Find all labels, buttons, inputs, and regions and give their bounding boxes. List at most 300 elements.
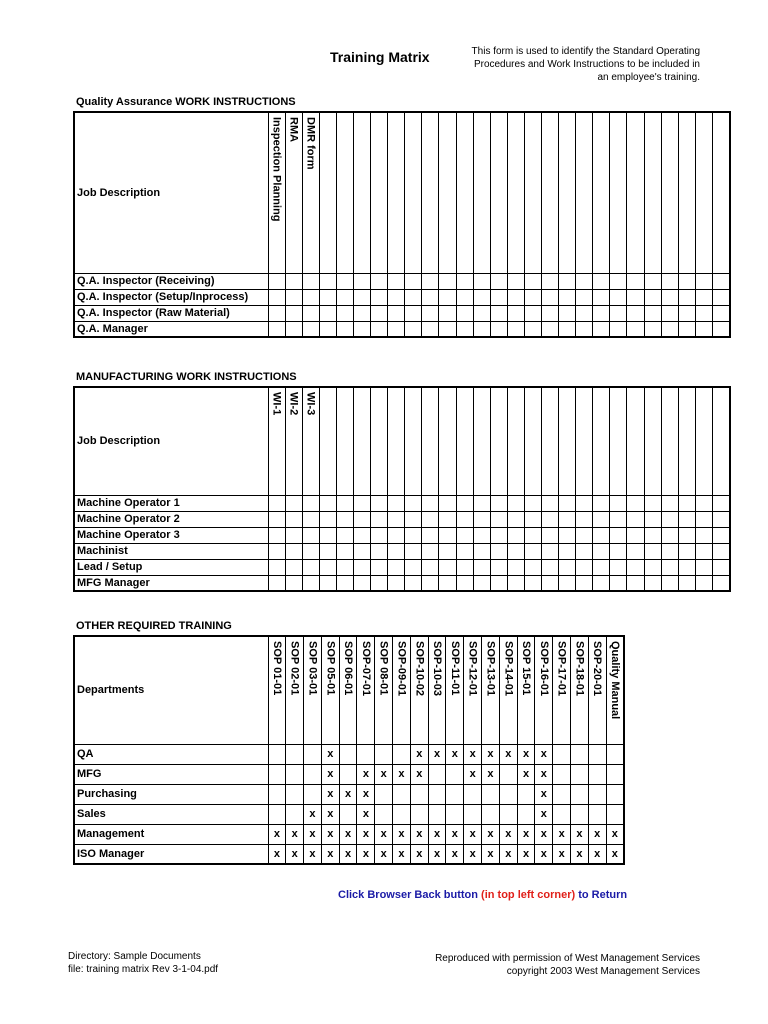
qa-column-header [524,112,541,273]
other-cell [482,804,500,824]
mfg-cell [661,575,678,591]
mfg-cell [405,495,422,511]
other-cell: x [517,844,535,864]
mfg-cell [422,559,439,575]
qa-cell [593,273,610,289]
qa-cell [353,305,370,321]
qa-row-label: Q.A. Manager [74,321,268,337]
other-cell [375,744,393,764]
qa-cell [473,305,490,321]
qa-column-header [661,112,678,273]
mfg-cell [422,527,439,543]
other-column-header [286,636,304,744]
qa-cell [576,289,593,305]
qa-cell [285,273,302,289]
qa-cell [336,273,353,289]
mfg-cell [456,575,473,591]
qa-column-header [422,112,439,273]
mfg-row-label: Machinist [74,543,268,559]
mfg-cell [490,559,507,575]
page-title: Training Matrix [330,49,430,65]
qa-cell [388,273,405,289]
other-cell: x [304,824,322,844]
qa-cell [695,289,712,305]
qa-column-header [593,112,610,273]
mfg-row-label: MFG Manager [74,575,268,591]
other-column-header [428,636,446,744]
other-column-header [517,636,535,744]
mfg-section-title: MANUFACTURING WORK INSTRUCTIONS [76,371,297,383]
mfg-cell [371,495,388,511]
mfg-cell [576,559,593,575]
qa-row-label: Q.A. Inspector (Receiving) [74,273,268,289]
other-cell: x [375,824,393,844]
mfg-cell [644,559,661,575]
other-cell: x [321,764,339,784]
mfg-column-header [661,387,678,495]
mfg-row [74,559,730,575]
mfg-cell [661,527,678,543]
other-cell [446,764,464,784]
qa-row-label: Q.A. Inspector (Setup/Inprocess) [74,289,268,305]
mfg-cell [319,495,336,511]
mfg-column-header [268,387,285,495]
qa-cell [542,321,559,337]
mfg-cell [336,511,353,527]
qa-cell [439,305,456,321]
other-cell [588,784,606,804]
other-column-header [553,636,571,744]
other-cell: x [410,824,428,844]
qa-cell [661,273,678,289]
other-column-label: SOP 03-01 [306,641,319,696]
mfg-cell [542,543,559,559]
mfg-cell [268,527,285,543]
mfg-cell [439,543,456,559]
mfg-cell [559,495,576,511]
other-column-header [304,636,322,744]
qa-cell [627,273,644,289]
qa-column-header [302,112,319,273]
other-matrix [73,635,625,865]
qa-column-header [388,112,405,273]
other-cell [339,804,357,824]
other-row-label: ISO Manager [74,844,268,864]
other-cell [428,784,446,804]
mfg-cell [593,527,610,543]
qa-header-label: Job Description [74,112,268,273]
mfg-cell [302,495,319,511]
other-cell: x [357,824,375,844]
mfg-cell [661,495,678,511]
mfg-cell [644,495,661,511]
qa-cell [644,273,661,289]
other-cell [588,744,606,764]
qa-cell [353,289,370,305]
qa-section-title: Quality Assurance WORK INSTRUCTIONS [76,96,296,108]
mfg-cell [507,559,524,575]
qa-cell [610,273,627,289]
mfg-cell [439,527,456,543]
mfg-column-header [576,387,593,495]
mfg-cell [712,511,729,527]
mfg-cell [473,495,490,511]
mfg-column-header [353,387,370,495]
other-cell [446,784,464,804]
mfg-cell [593,495,610,511]
mfg-cell [507,495,524,511]
footer-right [420,952,700,978]
mfg-cell [439,575,456,591]
other-column-header [375,636,393,744]
mfg-cell [371,575,388,591]
mfg-cell [302,575,319,591]
other-cell: x [482,764,500,784]
other-cell [553,764,571,784]
qa-cell [559,289,576,305]
qa-cell [627,289,644,305]
qa-cell [576,273,593,289]
other-cell: x [339,844,357,864]
other-cell: x [321,824,339,844]
qa-row [74,273,730,289]
other-cell: x [606,844,624,864]
qa-column-header [439,112,456,273]
mfg-cell [439,495,456,511]
mfg-cell [319,543,336,559]
other-cell: x [375,844,393,864]
mfg-column-header [593,387,610,495]
mfg-cell [559,527,576,543]
mfg-cell [559,575,576,591]
mfg-column-header [695,387,712,495]
mfg-cell [353,575,370,591]
mfg-cell [507,527,524,543]
other-cell [499,784,517,804]
qa-cell [371,305,388,321]
other-column-label: SOP-09-01 [395,641,408,697]
other-cell: x [446,824,464,844]
mfg-cell [268,559,285,575]
qa-cell [661,321,678,337]
note-line: This form is used to identify the Standard Operating [471,46,700,57]
mfg-column-header [405,387,422,495]
other-cell: x [588,824,606,844]
qa-cell [473,273,490,289]
mfg-cell [285,511,302,527]
other-row [74,844,624,864]
other-row [74,784,624,804]
mfg-row [74,543,730,559]
other-cell [588,764,606,784]
qa-cell [524,273,541,289]
qa-cell [319,321,336,337]
mfg-cell [388,527,405,543]
other-cell: x [375,764,393,784]
qa-column-header [336,112,353,273]
qa-row-label: Q.A. Inspector (Raw Material) [74,305,268,321]
qa-cell [678,273,695,289]
mfg-cell [712,527,729,543]
mfg-column-header [336,387,353,495]
qa-column-header [507,112,524,273]
other-cell: x [499,844,517,864]
other-cell [304,764,322,784]
mfg-cell [678,495,695,511]
mfg-cell [610,495,627,511]
mfg-cell [405,511,422,527]
qa-cell [490,321,507,337]
other-column-label: SOP-18-01 [573,641,586,697]
qa-cell [695,305,712,321]
other-column-header [339,636,357,744]
mfg-column-label: WI-1 [270,392,283,416]
qa-cell [456,321,473,337]
mfg-header-label: Job Description [74,387,268,495]
other-cell [464,784,482,804]
mfg-column-header [678,387,695,495]
other-column-label: SOP 05-01 [324,641,337,696]
mfg-cell [319,511,336,527]
other-cell: x [428,744,446,764]
other-column-header [393,636,411,744]
mfg-cell [661,559,678,575]
mfg-cell [336,543,353,559]
other-cell [499,804,517,824]
other-cell: x [268,844,286,864]
other-cell: x [286,824,304,844]
qa-cell [507,305,524,321]
mfg-column-header [524,387,541,495]
other-column-label: SOP 01-01 [270,641,283,696]
form-note [440,45,700,84]
mfg-cell [439,511,456,527]
mfg-cell [353,527,370,543]
mfg-cell [559,511,576,527]
qa-cell [661,289,678,305]
mfg-cell [285,575,302,591]
qa-column-header [695,112,712,273]
mfg-cell [678,543,695,559]
qa-cell [593,305,610,321]
other-cell: x [357,844,375,864]
qa-column-header [610,112,627,273]
mfg-cell [302,511,319,527]
mfg-cell [439,559,456,575]
qa-column-header [371,112,388,273]
other-section-title: OTHER REQUIRED TRAINING [76,620,232,632]
mfg-cell [627,511,644,527]
other-column-label: SOP-07-01 [359,641,372,697]
mfg-cell [353,511,370,527]
other-cell: x [482,824,500,844]
mfg-cell [456,495,473,511]
back-text-1: Click Browser Back button [338,889,482,901]
qa-cell [371,289,388,305]
qa-cell [302,321,319,337]
other-cell [375,784,393,804]
other-cell [553,744,571,764]
qa-cell [610,289,627,305]
mfg-cell [576,575,593,591]
other-row-label: Purchasing [74,784,268,804]
mfg-cell [524,495,541,511]
qa-cell [542,273,559,289]
mfg-cell [388,575,405,591]
mfg-cell [576,511,593,527]
mfg-cell [371,527,388,543]
mfg-cell [542,527,559,543]
qa-cell [559,273,576,289]
qa-cell [559,305,576,321]
mfg-cell [524,543,541,559]
other-row [74,764,624,784]
mfg-cell [627,575,644,591]
other-cell: x [535,844,553,864]
mfg-cell [542,495,559,511]
qa-cell [593,321,610,337]
mfg-column-header [542,387,559,495]
other-cell: x [482,744,500,764]
qa-cell [661,305,678,321]
qa-cell [678,305,695,321]
other-cell: x [464,744,482,764]
footer-directory: Directory: Sample Documents [68,951,201,962]
other-cell: x [410,844,428,864]
other-column-header [321,636,339,744]
mfg-cell [422,543,439,559]
mfg-cell [319,527,336,543]
mfg-column-header [319,387,336,495]
qa-cell [542,305,559,321]
mfg-cell [678,559,695,575]
mfg-cell [542,575,559,591]
other-column-label: SOP-20-01 [591,641,604,697]
qa-row [74,321,730,337]
mfg-cell [576,495,593,511]
qa-cell [439,289,456,305]
qa-column-header [712,112,729,273]
mfg-cell [627,527,644,543]
other-column-header [357,636,375,744]
mfg-cell [353,559,370,575]
mfg-cell [524,575,541,591]
qa-cell [422,305,439,321]
qa-column-header [542,112,559,273]
mfg-cell [610,511,627,527]
mfg-cell [576,527,593,543]
mfg-matrix [73,386,731,592]
qa-cell [473,321,490,337]
other-cell: x [410,744,428,764]
qa-cell [490,305,507,321]
other-cell: x [535,804,553,824]
mfg-column-header [371,387,388,495]
qa-cell [695,273,712,289]
mfg-column-header [473,387,490,495]
mfg-column-header [559,387,576,495]
other-cell: x [464,824,482,844]
other-cell: x [321,844,339,864]
other-cell [606,764,624,784]
mfg-column-header [644,387,661,495]
mfg-cell [593,575,610,591]
other-column-label: SOP-10-03 [431,641,444,697]
qa-cell [268,273,285,289]
other-cell [304,784,322,804]
mfg-cell [627,559,644,575]
other-header-label: Departments [74,636,268,744]
qa-cell [456,305,473,321]
other-cell [357,744,375,764]
mfg-cell [371,511,388,527]
other-cell [517,784,535,804]
qa-cell [507,273,524,289]
other-column-header [499,636,517,744]
other-cell: x [393,844,411,864]
mfg-cell [695,527,712,543]
mfg-cell [422,495,439,511]
mfg-cell [490,527,507,543]
qa-cell [285,305,302,321]
other-cell [606,744,624,764]
mfg-cell [610,559,627,575]
other-column-header [588,636,606,744]
mfg-row-label: Lead / Setup [74,559,268,575]
other-row [74,824,624,844]
other-column-header [571,636,589,744]
qa-cell [576,305,593,321]
mfg-column-header [490,387,507,495]
mfg-column-label: WI-3 [304,392,317,416]
qa-cell [456,273,473,289]
mfg-cell [695,575,712,591]
other-cell: x [339,824,357,844]
qa-row [74,289,730,305]
mfg-cell [268,511,285,527]
mfg-cell [627,495,644,511]
footer-copyright: copyright 2003 West Management Services [506,966,700,977]
other-cell [571,764,589,784]
mfg-cell [712,543,729,559]
other-cell: x [464,844,482,864]
mfg-cell [524,511,541,527]
other-cell [286,744,304,764]
qa-cell [524,289,541,305]
other-cell: x [535,824,553,844]
qa-column-header [576,112,593,273]
other-cell [410,804,428,824]
other-cell: x [446,744,464,764]
other-cell [286,784,304,804]
mfg-row [74,527,730,543]
other-column-label: SOP-17-01 [555,641,568,697]
qa-cell [422,273,439,289]
other-cell: x [517,824,535,844]
other-cell: x [446,844,464,864]
mfg-cell [593,543,610,559]
mfg-cell [456,559,473,575]
other-cell [268,764,286,784]
qa-cell [524,305,541,321]
qa-column-header [627,112,644,273]
mfg-cell [353,543,370,559]
mfg-column-header [627,387,644,495]
other-cell [286,804,304,824]
qa-cell [353,321,370,337]
qa-cell [319,305,336,321]
other-cell: x [517,764,535,784]
